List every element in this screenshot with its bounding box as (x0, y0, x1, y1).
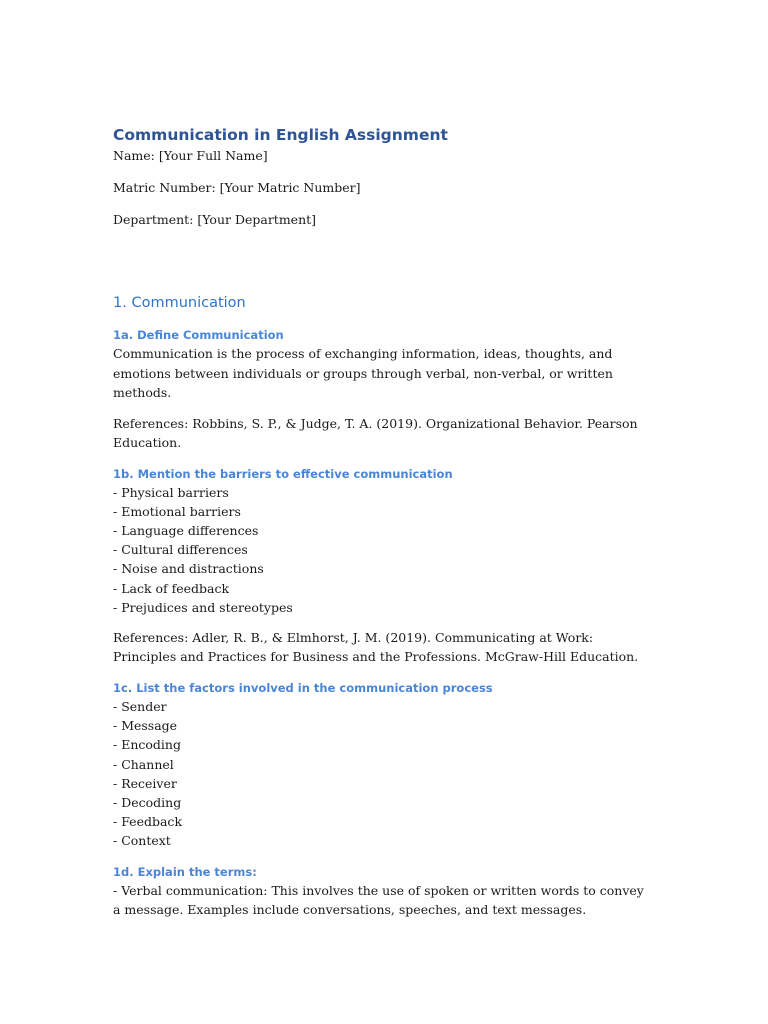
list-item: - Physical barriers (113, 484, 229, 500)
document-body (113, 124, 653, 931)
name-line: Name: [Your Full Name] (113, 148, 268, 163)
list-item: - Noise and distractions (113, 561, 264, 577)
list-item: - Context (113, 833, 171, 849)
matric-number-line: Matric Number: [Your Matric Number] (113, 180, 361, 195)
section-1-heading: 1. Communication (113, 295, 246, 311)
barriers-list (113, 483, 653, 617)
list-item: - Feedback (113, 814, 183, 830)
list-item: - Lack of feedback (113, 580, 230, 596)
subsection-1a-heading: 1a. Define Communication (113, 328, 284, 342)
list-item: - Message (113, 718, 178, 734)
list-item: - Sender (113, 698, 167, 714)
subsection-1a-reference: References: Robbins, S. P., & Judge, T. A. (2019). Organizational Behavior. Pearson Education. (113, 415, 638, 450)
factors-list (113, 697, 653, 851)
list-item: - Prejudices and stereotypes (113, 599, 293, 615)
subsection-1b-reference: References: Adler, R. B., & Elmhorst, J. M. (2019). Communicating at Work: Principles and Practices for Business and the Professions. McGraw-Hill Education. (113, 629, 639, 665)
subsection-1c-heading: 1c. List the factors involved in the communication process (113, 680, 493, 695)
list-item: - Encoding (113, 737, 181, 753)
list-item: - Cultural differences (113, 542, 248, 558)
subsection-1d-text: - Verbal communication: This involves the use of spoken or written words to convey a message. Examples include conversations, speeches, and text messages. (113, 882, 644, 918)
subsection-1b-heading: 1b. Mention the barriers to effective communication (113, 466, 453, 481)
list-item: - Channel (113, 756, 174, 772)
subsection-1d-heading: 1d. Explain the terms: (113, 864, 257, 879)
list-item: - Emotional barriers (113, 503, 241, 519)
subsection-1a-text: Communication is the process of exchanging information, ideas, thoughts, and emotions between individuals or groups through verbal, non-verbal, or written methods. (113, 346, 613, 400)
list-item: - Decoding (113, 794, 182, 810)
document-title: Communication in English Assignment (113, 126, 448, 144)
list-item: - Language differences (113, 522, 259, 538)
department-line: Department: [Your Department] (113, 212, 317, 227)
list-item: - Receiver (113, 775, 177, 791)
